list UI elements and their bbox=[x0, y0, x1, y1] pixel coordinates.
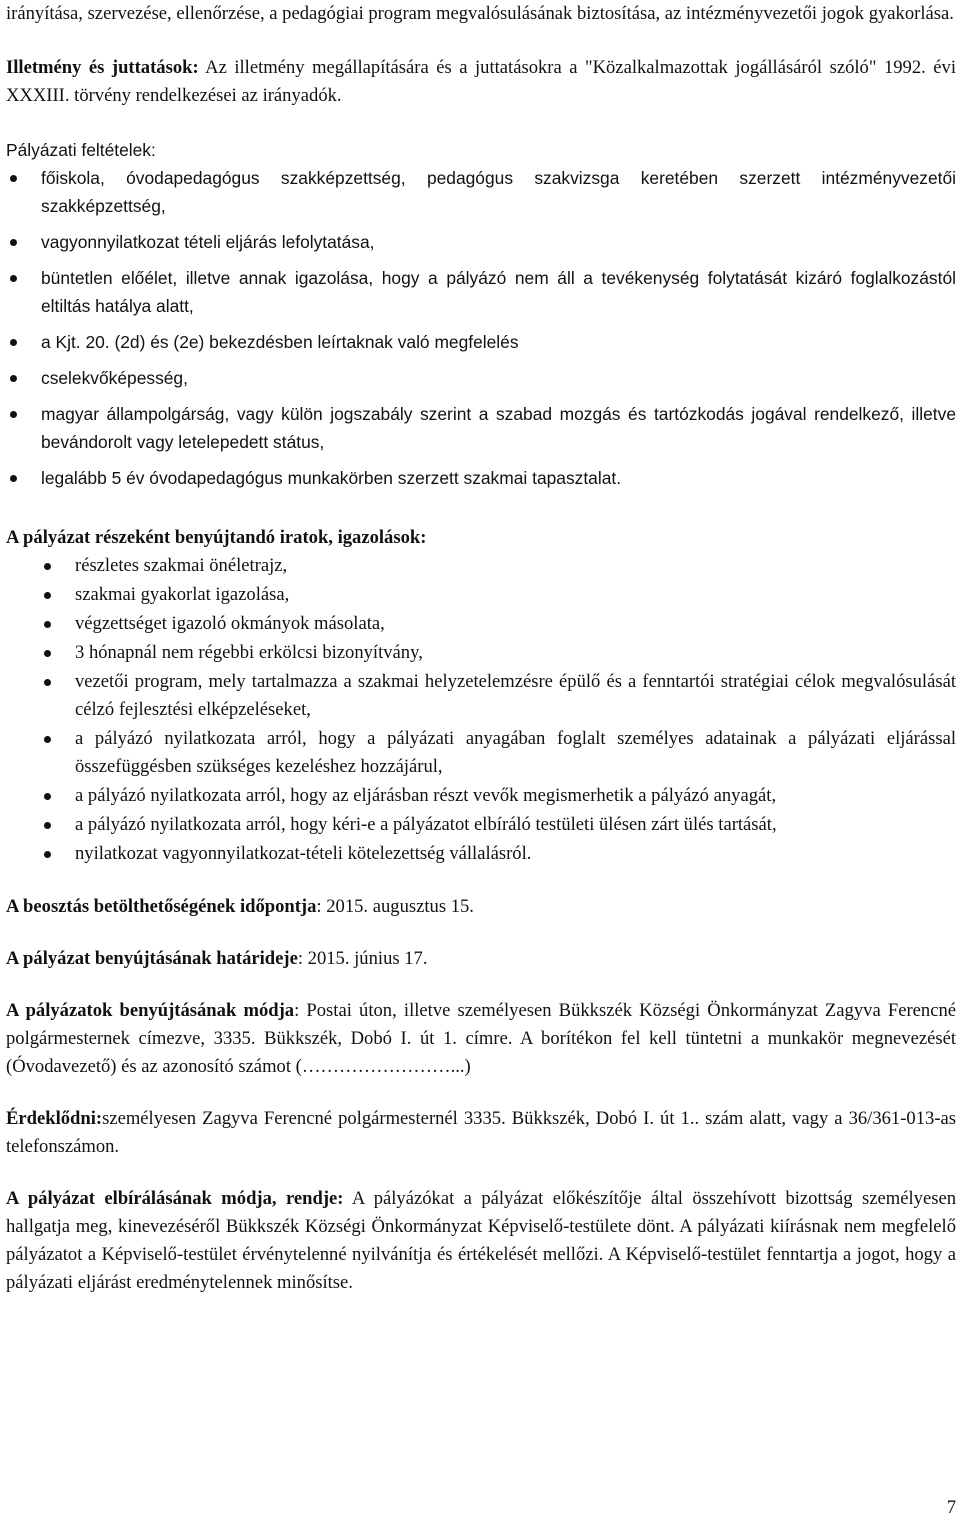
bullet-icon bbox=[44, 650, 51, 657]
deadline-label: A pályázat benyújtásának határideje bbox=[6, 948, 298, 969]
documents-heading bbox=[6, 524, 956, 552]
conditions-heading: Pályázati feltételek: bbox=[6, 140, 156, 160]
bullet-icon bbox=[44, 563, 51, 570]
list-item bbox=[6, 782, 956, 810]
list-item bbox=[6, 164, 956, 220]
page-number: 7 bbox=[946, 1497, 956, 1518]
bullet-icon bbox=[10, 339, 17, 346]
evaluation-label: A pályázat elbírálásának módja, rendje: bbox=[6, 1188, 344, 1209]
evaluation-text: A pályázókat a pályázat előkészítője által összehívott bizottság személyesen hallgatja meg, kinevezéséről Bükkszék Községi Önkormányzat Képviselő-testülete dönt. A pályázati kiírásnak nem megfelelő pályázatot a Képviselő-testület érvénytelenné nyilvánítja és értékelését mellőzi. A Képviselő-testület fenntartja a jogot, hogy a pályázati eljárást eredménytelennek minősítse. bbox=[6, 1188, 956, 1293]
salary-label: Illetmény és juttatások: bbox=[6, 57, 199, 78]
list-item-text: nyilatkozat vagyonnyilatkozat-tételi kötelezettség vállalásról. bbox=[75, 843, 532, 864]
list-item bbox=[6, 610, 956, 638]
list-item-text: vagyonnyilatkozat tételi eljárás lefolytatása, bbox=[41, 232, 375, 252]
deadline-text: : 2015. június 17. bbox=[297, 948, 428, 969]
bullet-icon bbox=[44, 592, 51, 599]
bullet-icon bbox=[44, 621, 51, 628]
list-item-text: büntetlen előélet, illetve annak igazolása, hogy a pályázó nem áll a tevékenység folytatását kizáró foglalkozástól eltiltás hatálya alatt, bbox=[41, 268, 956, 316]
list-item bbox=[6, 364, 956, 392]
documents-list bbox=[6, 552, 956, 868]
list-item-text: a pályázó nyilatkozata arról, hogy a pályázati anyagában foglalt személyes adatainak a pályázati eljárással összefüggésben szükséges kezeléshez hozzájárul, bbox=[75, 728, 956, 777]
list-item bbox=[6, 811, 956, 839]
bullet-icon bbox=[10, 411, 17, 418]
submission-label: A pályázatok benyújtásának módja bbox=[6, 1000, 295, 1021]
list-item-text: részletes szakmai önéletrajz, bbox=[75, 555, 288, 576]
list-item-text: végzettséget igazoló okmányok másolata, bbox=[75, 613, 385, 634]
conditions-list bbox=[6, 164, 956, 492]
list-item bbox=[6, 725, 956, 781]
bullet-icon bbox=[10, 175, 17, 182]
document-page bbox=[6, 0, 956, 1297]
bullet-icon bbox=[44, 851, 51, 858]
evaluation-paragraph bbox=[6, 1185, 956, 1297]
list-item bbox=[6, 400, 956, 456]
start-date-label: A beosztás betölthetőségének időpontja bbox=[6, 896, 317, 917]
inquiry-paragraph bbox=[6, 1105, 956, 1161]
list-item-text: cselekvőképesség, bbox=[41, 368, 188, 388]
list-item-text: 3 hónapnál nem régebbi erkölcsi bizonyítvány, bbox=[75, 642, 423, 663]
bullet-icon bbox=[44, 679, 51, 686]
submission-paragraph bbox=[6, 997, 956, 1081]
bullet-icon bbox=[10, 275, 17, 282]
bullet-icon bbox=[44, 822, 51, 829]
bullet-icon bbox=[44, 793, 51, 800]
list-item-text: szakmai gyakorlat igazolása, bbox=[75, 584, 290, 605]
list-item bbox=[6, 552, 956, 580]
intro-paragraph: irányítása, szervezése, ellenőrzése, a pedagógiai program megvalósulásának biztosítása, az intézményvezetői jogok gyakorlása. bbox=[6, 3, 954, 24]
salary-text: Az illetmény megállapítására és a juttatásokra a "Közalkalmazottak jogállásáról szóló" 1992. évi XXXIII. törvény rendelkezései az irányadók. bbox=[6, 57, 956, 106]
bullet-icon bbox=[10, 375, 17, 382]
salary-paragraph bbox=[6, 54, 956, 110]
submission-text: : Postai úton, illetve személyesen Bükkszék Községi Önkormányzat Zagyva Ferencné polgármesternek címezve, 3335. Bükkszék, Dobó I. út 1. címre. A borítékon fel kell tüntetni a munkakör megnevezését (Óvodavezető) és az azonosító számot (……………………...) bbox=[6, 1000, 956, 1077]
list-item bbox=[6, 228, 956, 256]
documents-heading-text: A pályázat részeként benyújtandó iratok, igazolások: bbox=[6, 527, 427, 548]
list-item bbox=[6, 328, 956, 356]
list-item-text: a pályázó nyilatkozata arról, hogy az eljárásban részt vevők megismerhetik a pályázó anyagát, bbox=[75, 785, 777, 806]
list-item-text: legalább 5 év óvodapedagógus munkakörben szerzett szakmai tapasztalat. bbox=[41, 468, 622, 488]
start-date-paragraph bbox=[6, 893, 956, 921]
start-date-text: : 2015. augusztus 15. bbox=[316, 896, 474, 917]
inquiry-text: személyesen Zagyva Ferencné polgármesternél 3335. Bükkszék, Dobó I. út 1.. szám alatt, vagy a 36/361-013-as telefonszámon. bbox=[6, 1108, 956, 1157]
inquiry-label: Érdeklődni: bbox=[6, 1108, 103, 1129]
deadline-paragraph bbox=[6, 945, 956, 973]
list-item-text: vezetői program, mely tartalmazza a szakmai helyzetelemzésre épülő és a fenntartói stratégiai célok megvalósulását célzó fejlesztési elképzeléseket, bbox=[75, 671, 956, 720]
list-item bbox=[6, 581, 956, 609]
bullet-icon bbox=[44, 736, 51, 743]
list-item bbox=[6, 264, 956, 320]
bullet-icon bbox=[10, 475, 17, 482]
list-item-text: főiskola, óvodapedagógus szakképzettség, pedagógus szakvizsga keretében szerzett intézményvezetői szakképzettség, bbox=[41, 168, 956, 216]
list-item-text: a pályázó nyilatkozata arról, hogy kéri-e a pályázatot elbíráló testületi ülésen zárt ülés tartását, bbox=[75, 814, 777, 835]
list-item-text: a Kjt. 20. (2d) és (2e) bekezdésben leírtaknak való megfelelés bbox=[41, 332, 519, 352]
list-item bbox=[6, 668, 956, 724]
list-item bbox=[6, 464, 956, 492]
list-item bbox=[6, 639, 956, 667]
list-item bbox=[6, 840, 956, 868]
bullet-icon bbox=[10, 239, 17, 246]
list-item-text: magyar állampolgárság, vagy külön jogszabály szerint a szabad mozgás és tartózkodás jogával rendelkező, illetve bevándorolt vagy letelepedett státus, bbox=[41, 404, 956, 452]
